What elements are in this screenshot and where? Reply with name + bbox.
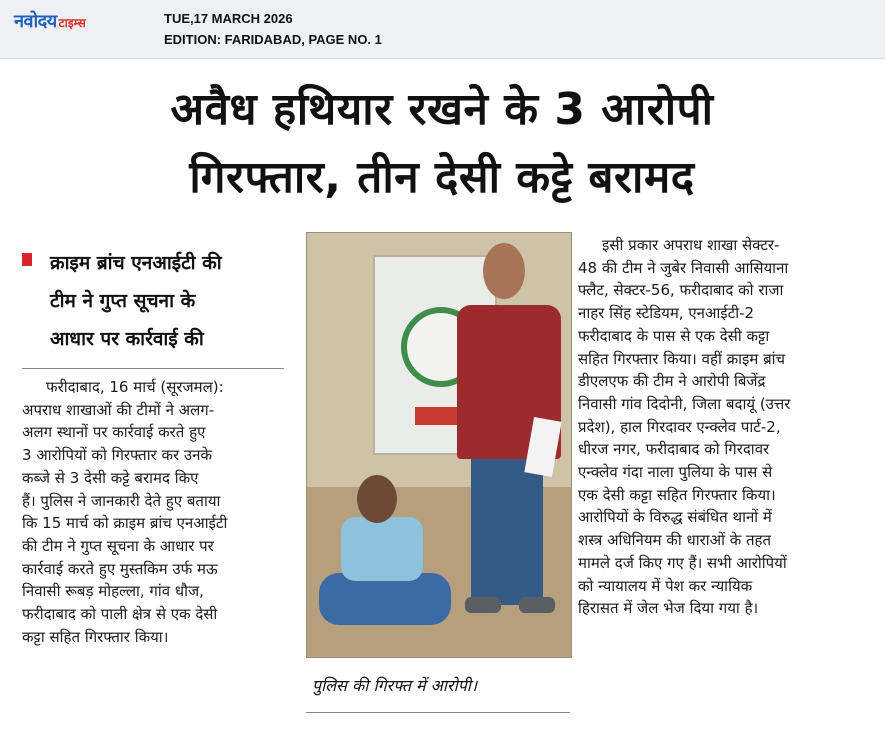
article-line: अपराध शाखाओं की टीमों ने अलग- [22,400,215,419]
accused-figure [357,475,397,523]
article-line: को न्यायालय में पेश कर न्यायिक [578,576,753,595]
divider [306,712,570,713]
newspaper-logo [14,9,86,35]
article-line: कब्जे से 3 देसी कट्टे बरामद किए [22,468,199,487]
article-line: सहित गिरफ्तार किया। वहीं क्राइम ब्रांच [578,349,786,368]
article-line: की टीम ने गुप्त सूचना के आधार पर [22,536,214,555]
subheadline-line: टीम ने गुप्त सूचना के [50,290,196,312]
article-line: एन्क्लेव गंदा नाला पुलिया के पास से [578,463,773,482]
article-line: फरीदाबाद को पाली क्षेत्र से एक देसी [22,605,218,624]
article-line: कि 15 मार्च को क्राइम ब्रांच एनआईटी [22,514,228,533]
article-column-left [22,376,286,648]
article-line: आरोपियों के विरुद्ध संबंधित थानों में [578,508,772,527]
logo-sub-text: टाइम्स [58,16,86,30]
article-line: मामले दर्ज किए गए हैं। सभी आरोपियों [578,553,787,572]
red-bullet-icon [22,253,32,266]
headline [22,76,862,212]
article-line: फरीदाबाद, 16 मार्च (सूरजमल): [46,378,224,396]
article-line: कार्रवाई करते हुए मुस्तकिम उर्फ मऊ [22,559,218,578]
article-line: डीएलएफ की टीम ने आरोपी बिजेंद्र [578,372,766,391]
article-line: प्रदेश), हाल गिरदावर एन्क्लेव पार्ट-2, [578,417,781,436]
news-photo [306,232,572,658]
edition-info: EDITION: FARIDABAD, PAGE NO. 1 [164,32,382,47]
article-line: 3 आरोपियों को गिरफ्तार कर उनके [22,446,212,465]
article-line: धीरज नगर, फरीदाबाद को गिरदावर [578,440,770,459]
officer-figure [519,597,555,613]
headline-line-2: गिरफ्तार, तीन देसी कट्टे बरामद [189,152,695,203]
publication-date: TUE,17 MARCH 2026 [164,11,293,26]
article-line: निवासी गांव दिदोनी, जिला बदायूं (उत्तर [578,394,791,413]
subheadline [22,244,284,358]
article-line: शस्त्र अधिनियम की धाराओं के तहत [578,531,772,550]
article-line: कट्टा सहित गिरफ्तार किया। [22,627,169,646]
article-column-right [578,234,846,620]
article-line: 48 की टीम ने जुबेर निवासी आसियाना [578,258,789,277]
article-line: अलग स्थानों पर कार्रवाई करते हुए [22,423,206,442]
accused-figure [341,517,423,581]
subheadline-line: आधार पर कार्रवाई की [50,328,204,350]
divider [22,368,284,369]
article-line: नाहर सिंह स्टेडियम, एनआईटी-2 [578,304,755,323]
article-line: हैं। पुलिस ने जानकारी देते हुए बताया [22,491,221,510]
officer-figure [483,243,525,299]
headline-line-1: अवैध हथियार रखने के 3 आरोपी [170,84,714,135]
subheadline-line: क्राइम ब्रांच एनआईटी की [50,252,222,274]
article-line: इसी प्रकार अपराध शाखा सेक्टर- [602,236,780,254]
article-line: निवासी रूबड़ मोहल्ला, गांव धौज, [22,582,204,601]
article-line: हिरासत में जेल भेज दिया गया है। [578,599,759,618]
masthead-bar [0,0,885,59]
logo-main-text: नवोदय [14,11,57,32]
officer-figure [471,457,543,605]
article-line: फरीदाबाद के पास से एक देसी कट्टा [578,326,770,345]
edition-meta [164,8,382,50]
article-line: फ्लैट, सेक्टर-56, फरीदाबाद को राजा [578,281,784,300]
officer-figure [465,597,501,613]
photo-caption: पुलिस की गिरफ्त में आरोपी। [312,676,478,695]
article-line: एक देसी कट्टा सहित गिरफ्तार किया। [578,485,776,504]
